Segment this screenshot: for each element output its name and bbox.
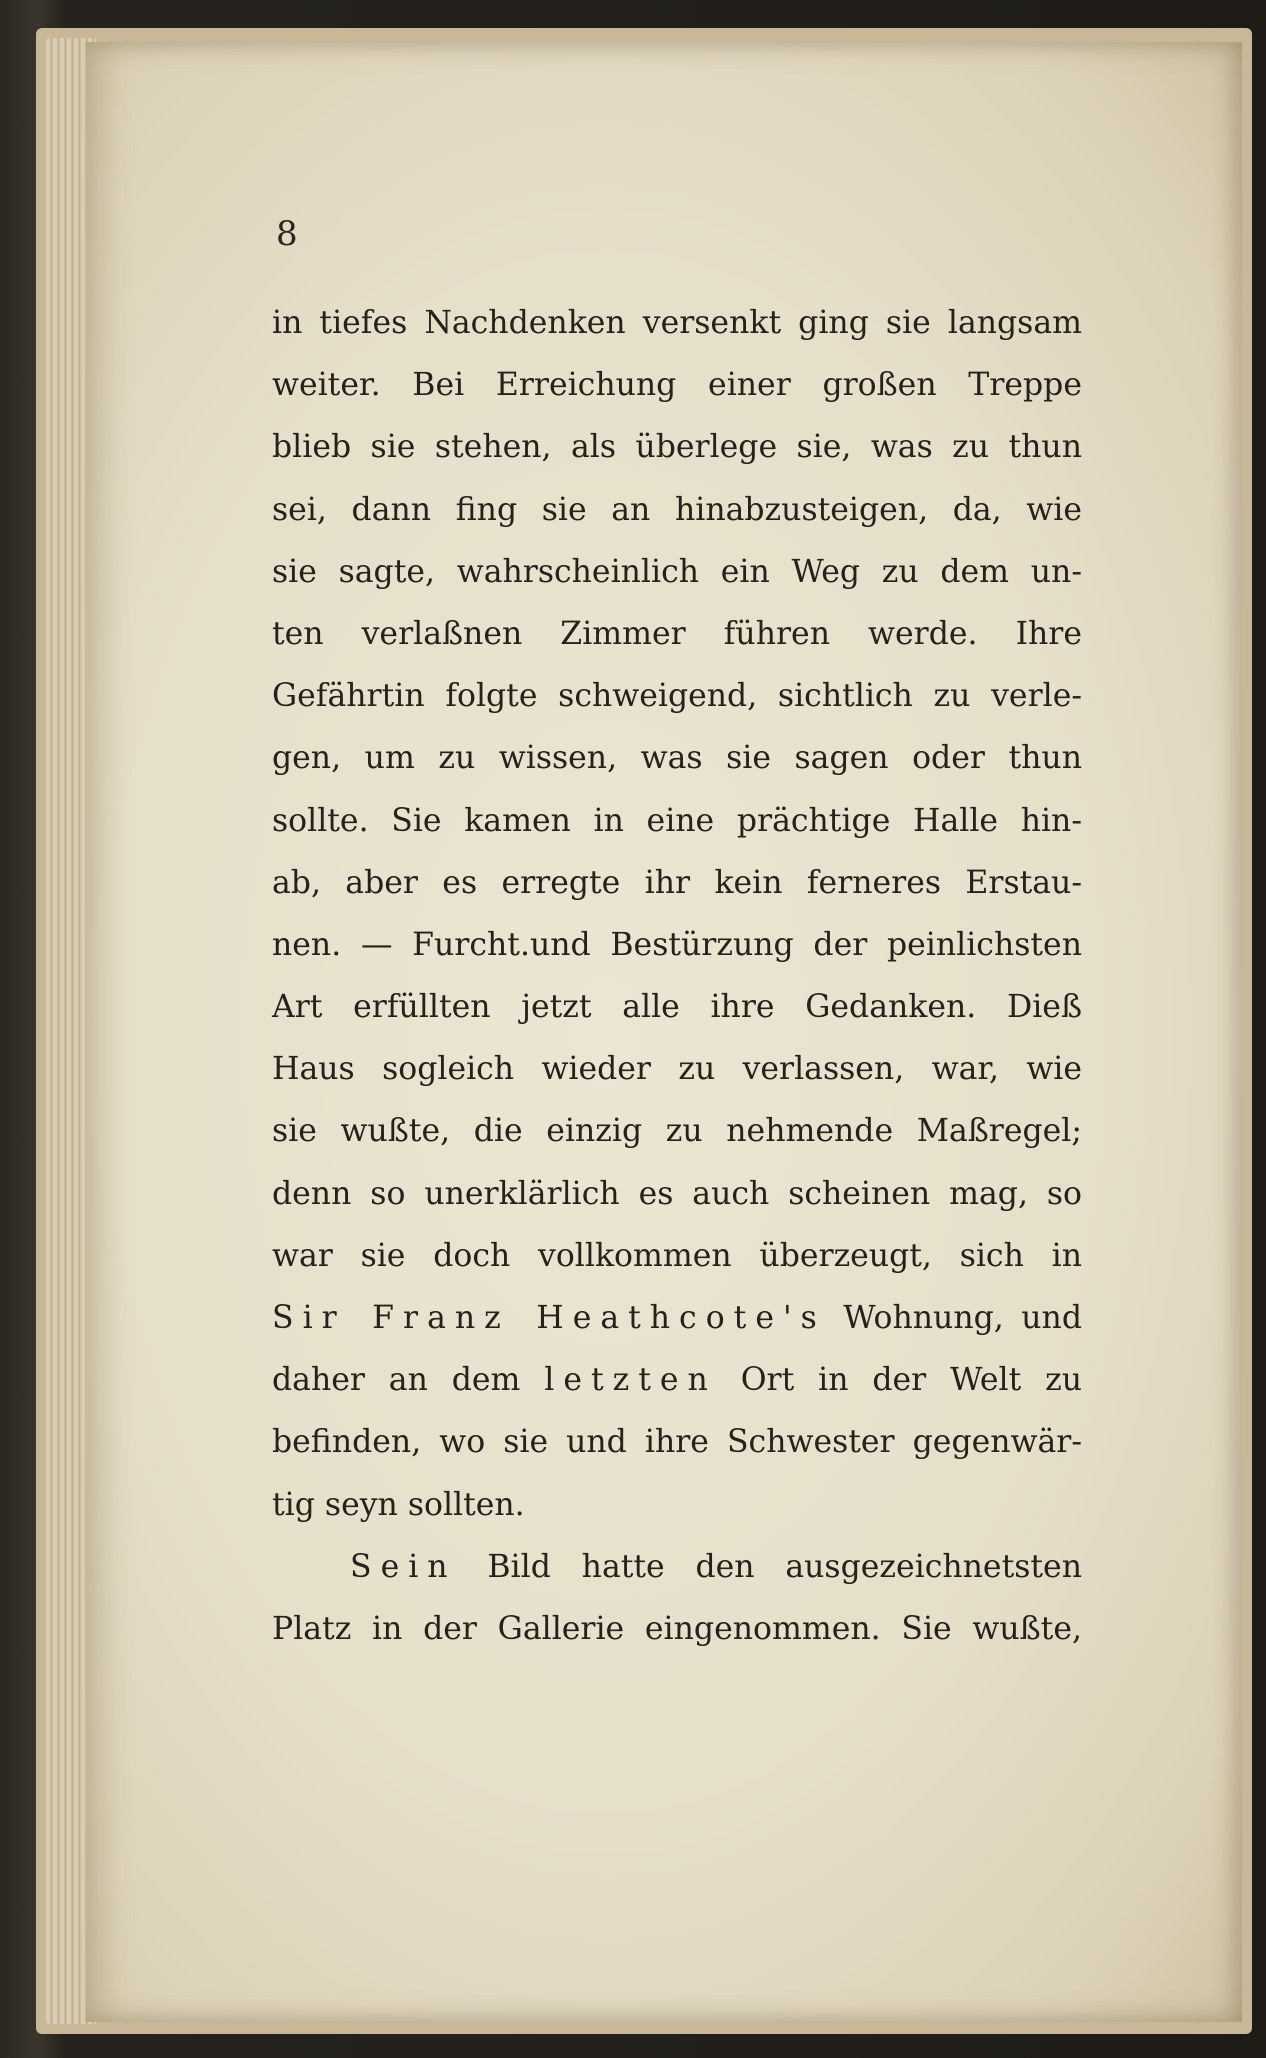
text-line: war sie doch vollkommen überzeugt, sich in [272,1237,1082,1274]
text-line [272,1536,1082,1598]
text-line: weiter. Bei Erreichung einer großen Treppe [272,367,1082,404]
text-line: befinden, wo sie und ihre Schwester gegenwär- [272,1424,1082,1461]
text-line [272,1287,1082,1349]
text-segment: daher an dem [272,1362,545,1399]
text-segment: Wohnung, und [825,1300,1082,1336]
text-line [272,1349,1082,1411]
text-line: sollte. Sie kamen in eine prächtige Halle hin- [272,802,1082,839]
text-line: Art erfüllten jetzt alle ihre Gedanken. Dieß [272,989,1082,1026]
emphasized-word: letzten [544,1362,717,1399]
text-line: in tiefes Nachdenken versenkt ging sie langsam [272,305,1082,341]
text-line: sie sagte, wahrscheinlich ein Weg zu dem un- [272,553,1082,590]
text-line: sei, dann fing sie an hinabzusteigen, da, wie [272,491,1082,528]
text-line: Haus sogleich wieder zu verlassen, war, wie [272,1051,1082,1088]
body-text [272,292,1082,1660]
text-segment: Bild hatte den ausgezeichnetsten [456,1548,1082,1585]
text-line: sie wußte, die einzig zu nehmende Maßregel; [272,1113,1082,1150]
text-segment: Ort in der Welt zu [716,1362,1082,1399]
text-line: ten verlaßnen Zimmer führen werde. Ihre [272,615,1082,652]
text-line: nen. — Furcht.und Bestürzung der peinlichsten [272,926,1082,963]
page-number: 8 [276,214,298,254]
text-line: ab, aber es erregte ihr kein ferneres Erstau- [272,864,1082,901]
emphasized-name: Sir Franz Heathcote's [272,1300,826,1336]
text-line: Platz in der Gallerie eingenommen. Sie wußte, [272,1610,1082,1647]
text-line: tig seyn sollten. [272,1486,525,1523]
text-line: Gefährtin folgte schweigend, sichtlich zu verle- [272,678,1082,715]
emphasized-word: Sein [350,1548,457,1585]
text-line: denn so unerklärlich es auch scheinen mag, so [272,1175,1082,1212]
text-line: gen, um zu wissen, was sie sagen oder thun [272,740,1082,777]
text-line: blieb sie stehen, als überlege sie, was zu thun [272,429,1082,466]
